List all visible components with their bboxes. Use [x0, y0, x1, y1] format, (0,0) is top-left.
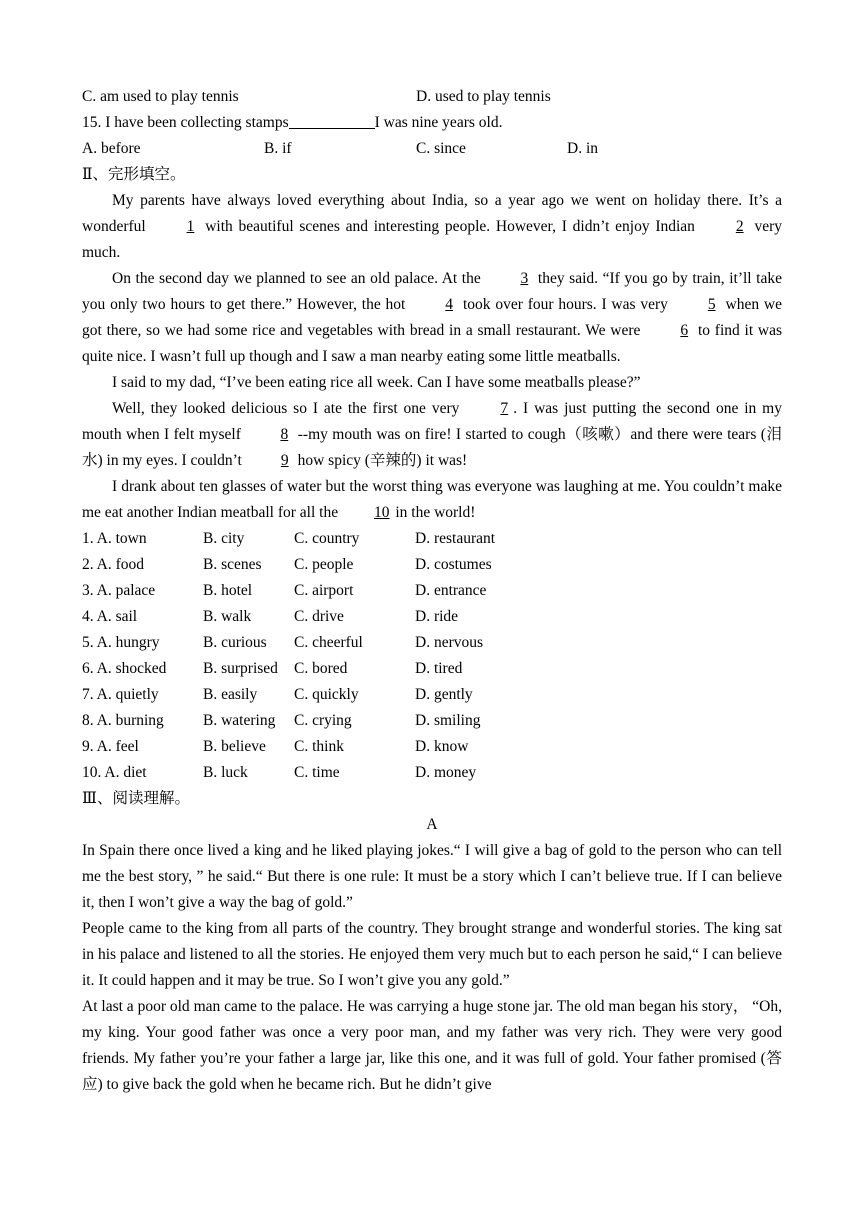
- option-row: 1. A. town B. city C. country D. restaurant: [82, 530, 496, 547]
- passage-paragraph-3: At last a poor old man came to the palace. He was carrying a huge stone jar. The old man began his story， “Oh, my king. Your good father was once a very poor man, and my father was very rich. They were very good friends. My father you’re your father a large jar, like this one, and it was full of gold. Your father promised (答应) to give back the gold when he became rich. But he didn’t give: [82, 998, 782, 1093]
- answer-blank: [289, 110, 375, 129]
- passage-label: A: [426, 816, 438, 833]
- blank-2: 2: [735, 218, 744, 235]
- option-row: 10. A. diet B. luck C. time D. money: [82, 764, 477, 781]
- q15-options-row: [82, 136, 782, 162]
- blank-10: 10: [373, 504, 390, 521]
- option-row: 7. A. quietly B. easily C. quickly D. gently: [82, 686, 473, 703]
- option-d: D. used to play tennis: [416, 88, 551, 105]
- option-a: A. before: [82, 140, 141, 157]
- cloze-options: [82, 526, 782, 786]
- option-d: D. in: [567, 140, 598, 157]
- option-row: 2. A. food B. scenes C. people D. costumes: [82, 556, 492, 573]
- option-c: C. am used to play tennis: [82, 88, 239, 105]
- option-row: 3. A. palace B. hotel C. airport D. entrance: [82, 582, 487, 599]
- blank-6: 6: [680, 322, 689, 339]
- option-row: 5. A. hungry B. curious C. cheerful D. nervous: [82, 634, 484, 651]
- option-row: 8. A. burning B. watering C. crying D. smiling: [82, 712, 481, 729]
- blank-8: 8: [280, 426, 289, 443]
- q15-stem: [82, 110, 782, 136]
- q15-stem-before: 15. I have been collecting stamps: [82, 114, 289, 131]
- option-c: C. since: [416, 140, 466, 157]
- blank-5: 5: [707, 296, 716, 313]
- cloze-paragraph-4: Well, they looked delicious so I ate the first one very 7 . I was just putting the second one in my mouth when I felt myself 8 --my mouth was on fire! I started to cough（咳嗽）and there were tears (泪水) in my eyes. I couldn’t 9 how spicy (辛辣的) it was!: [82, 396, 782, 474]
- blank-3: 3: [520, 270, 529, 287]
- blank-1: 1: [186, 218, 195, 235]
- section-heading-reading: Ⅲ、阅读理解。: [82, 790, 190, 807]
- document-page: [82, 84, 782, 1098]
- cloze-paragraph-1: My parents have always loved everything about India, so a year ago we went on holiday there. It’s a wonderful 1 with beautiful scenes and interesting people. However, I didn’t enjoy Indian 2 very much.: [82, 192, 783, 261]
- q14-options-row: [82, 84, 782, 110]
- cloze-paragraph-5: I drank about ten glasses of water but the worst thing was everyone was laughing at me. You couldn’t make me eat another Indian meatball for all the 10 in the world!: [82, 474, 782, 526]
- blank-7: 7: [500, 400, 509, 417]
- cloze-paragraph-3: I said to my dad, “I’ve been eating rice all week. Can I have some meatballs please?”: [112, 374, 641, 391]
- option-row: 9. A. feel B. believe C. think D. know: [82, 738, 469, 755]
- cloze-paragraph-2: On the second day we planned to see an old palace. At the 3 they said. “If you go by train, it’ll take you only two hours to get there.” However, the hot 4 took over four hours. I was very 5 when we got there, so we had some rice and vegetables with bread in a small restaurant. We were 6 to find it was quite nice. I wasn’t full up though and I saw a man nearby eating some little meatballs.: [82, 266, 782, 370]
- section-heading-cloze: Ⅱ、完形填空。: [82, 166, 186, 183]
- option-b: B. if: [264, 140, 292, 157]
- q15-stem-after: I was nine years old.: [374, 114, 503, 131]
- passage-paragraph-1: In Spain there once lived a king and he liked playing jokes.“ I will give a bag of gold to the person who can tell me the best story, ” he said.“ But there is one rule: It must be a story which I can’t believe true. If I can believe it, then I won’t give a way the bag of gold.”: [82, 842, 782, 911]
- option-row: 6. A. shocked B. surprised C. bored D. tired: [82, 660, 463, 677]
- blank-4: 4: [445, 296, 454, 313]
- option-row: 4. A. sail B. walk C. drive D. ride: [82, 608, 459, 625]
- passage-paragraph-2: People came to the king from all parts of the country. They brought strange and wonderful stories. The king sat in his palace and listened to all the stories. He enjoyed them very much but to each person he said,“ I can believe it. It could happen and it may be true. So I won’t give you any gold.”: [82, 920, 782, 989]
- blank-9: 9: [280, 452, 289, 469]
